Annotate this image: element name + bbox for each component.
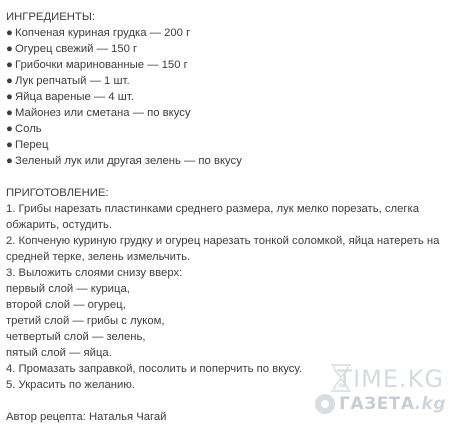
bullet-icon: ● [6, 27, 13, 39]
recipe-text [6, 9, 444, 425]
list-item [6, 41, 444, 57]
step-line: 1. Грибы нарезать пластинками среднего размера, лук мелко порезать, слегка обжарить, остудить. [6, 203, 420, 231]
bullet-icon: ● [6, 123, 13, 135]
bullet-icon: ● [6, 91, 13, 103]
watermark-site: TIME.KG [337, 365, 444, 393]
watermark-brand: ГАЗЕТА [339, 394, 415, 414]
list-item [6, 89, 444, 105]
spacer [6, 169, 444, 185]
step-line: пятый слой — яйца. [6, 347, 112, 359]
bullet-icon: ● [6, 59, 13, 71]
preparation-section [6, 185, 444, 393]
bullet-icon: ● [6, 139, 13, 151]
ingredient-text: Зеленый лук или другая зелень — по вкусу [15, 155, 242, 167]
ingredient-text: Копченая куриная грудка — 200 г [15, 27, 191, 39]
bullet-icon: ● [6, 43, 13, 55]
globe-icon [315, 394, 335, 414]
ingredients-heading: ИНГРЕДИЕНТЫ: [6, 11, 95, 23]
ingredient-text: Огурец свежий — 150 г [15, 43, 138, 55]
list-item [6, 57, 444, 73]
bullet-icon: ● [6, 155, 13, 167]
bullet-icon: ● [6, 75, 13, 87]
step-line: первый слой — курица, [6, 283, 130, 295]
ingredient-text: Яйца вареные — 4 шт. [15, 91, 134, 103]
ingredient-text: Соль [15, 123, 42, 135]
preparation-heading: ПРИГОТОВЛЕНИЕ: [6, 187, 109, 199]
list-item [6, 25, 444, 41]
step-line: 2. Копченую куриную грудку и огурец нарезать тонкой соломкой, яйца натереть на средней терке, зелень измельчить. [6, 235, 440, 263]
step-line: 5. Украсить по желанию. [6, 379, 135, 391]
list-item [6, 137, 444, 153]
watermark-brand-suffix: .kg [414, 394, 446, 414]
bullet-icon: ● [6, 107, 13, 119]
list-item [6, 153, 444, 169]
list-item [6, 121, 444, 137]
step-line: второй слой — огурец, [6, 299, 126, 311]
step-line: третий слой — грибы с луком, [6, 315, 165, 327]
step-line: четвертый слой — зелень, [6, 331, 146, 343]
watermark-logo [315, 394, 446, 414]
ingredient-text: Перец [15, 139, 49, 151]
step-line: 4. Промазать заправкой, посолить и поперчить по вкусу. [6, 363, 303, 375]
ingredient-text: Грибочки маринованные — 150 г [15, 59, 188, 71]
ingredient-text: Майонез или сметана — по вкусу [15, 107, 191, 119]
author-credit: Автор рецепта: Наталья Чагай [6, 411, 167, 423]
list-item [6, 73, 444, 89]
ingredients-list [6, 25, 444, 169]
list-item [6, 105, 444, 121]
ingredient-text: Лук репчатый — 1 шт. [15, 75, 130, 87]
step-line: 3. Выложить слоями снизу вверх: [6, 267, 183, 279]
